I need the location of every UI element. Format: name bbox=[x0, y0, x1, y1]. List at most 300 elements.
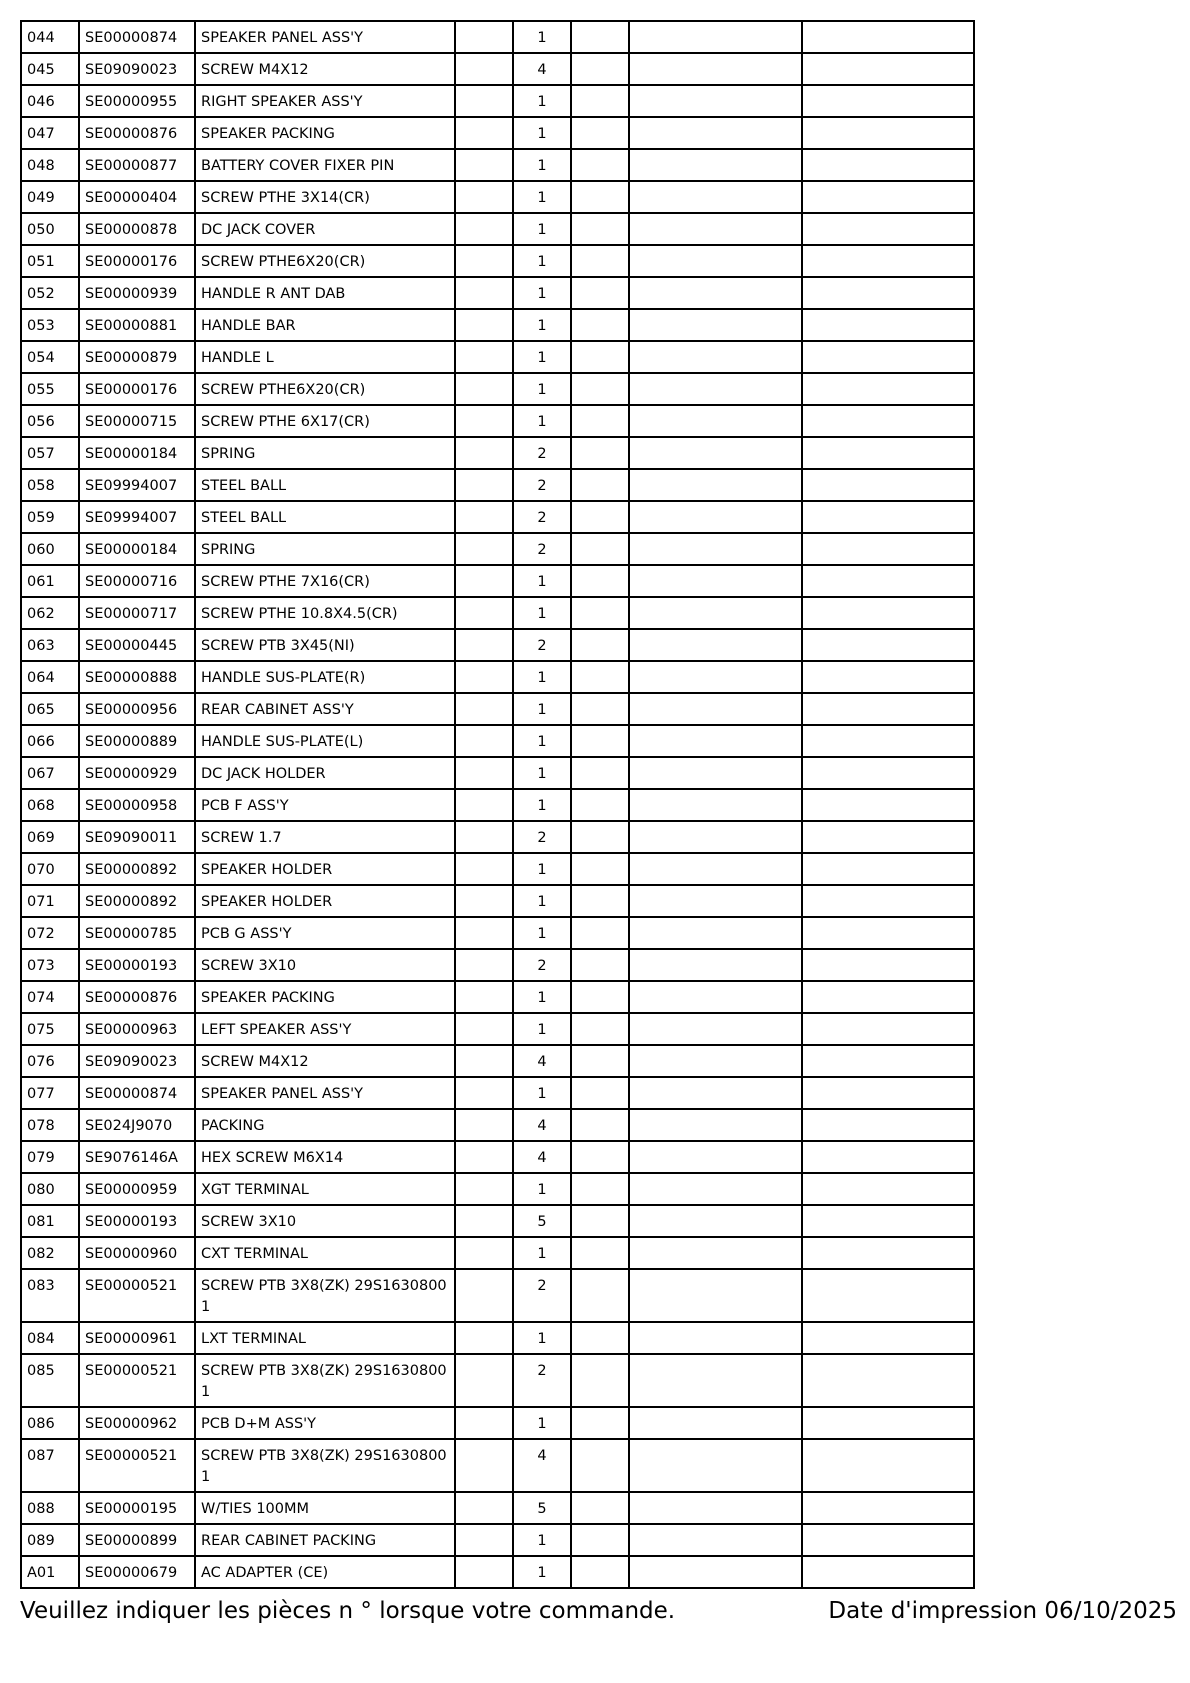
empty-cell bbox=[571, 469, 629, 501]
table-row bbox=[21, 917, 974, 949]
reference-cell: SE00000716 bbox=[79, 565, 195, 597]
part-number-cell: 068 bbox=[21, 789, 79, 821]
reference-cell: SE00000404 bbox=[79, 181, 195, 213]
empty-cell bbox=[571, 501, 629, 533]
part-number-cell: 070 bbox=[21, 853, 79, 885]
description-cell: SCREW PTB 3X8(ZK) 29S1630800 1 bbox=[195, 1269, 455, 1322]
empty-cell bbox=[629, 1322, 802, 1354]
empty-cell bbox=[629, 565, 802, 597]
table-row bbox=[21, 1077, 974, 1109]
empty-cell bbox=[629, 405, 802, 437]
description-cell: PCB G ASS'Y bbox=[195, 917, 455, 949]
reference-cell: SE00000176 bbox=[79, 245, 195, 277]
reference-cell: SE00000888 bbox=[79, 661, 195, 693]
description-cell: SPRING bbox=[195, 437, 455, 469]
description-cell: SPEAKER PANEL ASS'Y bbox=[195, 1077, 455, 1109]
empty-cell bbox=[802, 757, 974, 789]
part-number-cell: 074 bbox=[21, 981, 79, 1013]
empty-cell bbox=[802, 1013, 974, 1045]
empty-cell bbox=[802, 53, 974, 85]
empty-cell bbox=[455, 949, 513, 981]
empty-cell bbox=[455, 21, 513, 53]
description-cell: SCREW PTB 3X8(ZK) 29S1630800 1 bbox=[195, 1439, 455, 1492]
table-row bbox=[21, 1354, 974, 1407]
empty-cell bbox=[802, 789, 974, 821]
empty-cell bbox=[571, 757, 629, 789]
empty-cell bbox=[571, 373, 629, 405]
part-number-cell: 080 bbox=[21, 1173, 79, 1205]
quantity-cell: 1 bbox=[513, 245, 571, 277]
empty-cell bbox=[455, 757, 513, 789]
reference-cell: SE00000521 bbox=[79, 1354, 195, 1407]
empty-cell bbox=[455, 533, 513, 565]
table-row bbox=[21, 245, 974, 277]
empty-cell bbox=[455, 1524, 513, 1556]
description-cell: SCREW PTHE 10.8X4.5(CR) bbox=[195, 597, 455, 629]
description-cell: REAR CABINET PACKING bbox=[195, 1524, 455, 1556]
empty-cell bbox=[629, 53, 802, 85]
empty-cell bbox=[455, 981, 513, 1013]
empty-cell bbox=[455, 469, 513, 501]
empty-cell bbox=[571, 1141, 629, 1173]
quantity-cell: 1 bbox=[513, 1013, 571, 1045]
table-row bbox=[21, 53, 974, 85]
empty-cell bbox=[802, 1109, 974, 1141]
quantity-cell: 2 bbox=[513, 629, 571, 661]
part-number-cell: 062 bbox=[21, 597, 79, 629]
print-date: Date d'impression 06/10/2025 bbox=[828, 1598, 1177, 1624]
quantity-cell: 4 bbox=[513, 53, 571, 85]
table-row bbox=[21, 373, 974, 405]
table-row bbox=[21, 437, 974, 469]
empty-cell bbox=[629, 821, 802, 853]
empty-cell bbox=[571, 1354, 629, 1407]
table-row bbox=[21, 1407, 974, 1439]
empty-cell bbox=[802, 949, 974, 981]
empty-cell bbox=[629, 885, 802, 917]
reference-cell: SE00000785 bbox=[79, 917, 195, 949]
empty-cell bbox=[571, 1013, 629, 1045]
description-cell: SCREW 3X10 bbox=[195, 949, 455, 981]
reference-cell: SE00000878 bbox=[79, 213, 195, 245]
reference-cell: SE9076146A bbox=[79, 1141, 195, 1173]
description-cell: SPEAKER PANEL ASS'Y bbox=[195, 21, 455, 53]
empty-cell bbox=[571, 85, 629, 117]
empty-cell bbox=[629, 149, 802, 181]
order-instruction-note: Veuillez indiquer les pièces n ° lorsque votre commande. bbox=[20, 1598, 676, 1624]
reference-cell: SE09090023 bbox=[79, 1045, 195, 1077]
part-number-cell: 083 bbox=[21, 1269, 79, 1322]
empty-cell bbox=[629, 245, 802, 277]
description-cell: XGT TERMINAL bbox=[195, 1173, 455, 1205]
empty-cell bbox=[571, 1269, 629, 1322]
reference-cell: SE00000521 bbox=[79, 1269, 195, 1322]
empty-cell bbox=[571, 885, 629, 917]
description-cell: LXT TERMINAL bbox=[195, 1322, 455, 1354]
empty-cell bbox=[571, 341, 629, 373]
empty-cell bbox=[802, 437, 974, 469]
empty-cell bbox=[802, 341, 974, 373]
empty-cell bbox=[802, 917, 974, 949]
quantity-cell: 1 bbox=[513, 1556, 571, 1588]
quantity-cell: 1 bbox=[513, 309, 571, 341]
empty-cell bbox=[802, 181, 974, 213]
quantity-cell: 4 bbox=[513, 1045, 571, 1077]
part-number-cell: 084 bbox=[21, 1322, 79, 1354]
part-number-cell: 063 bbox=[21, 629, 79, 661]
reference-cell: SE00000521 bbox=[79, 1439, 195, 1492]
empty-cell bbox=[455, 1492, 513, 1524]
empty-cell bbox=[802, 1524, 974, 1556]
description-cell: SCREW 3X10 bbox=[195, 1205, 455, 1237]
empty-cell bbox=[629, 1173, 802, 1205]
table-row bbox=[21, 533, 974, 565]
empty-cell bbox=[629, 85, 802, 117]
quantity-cell: 4 bbox=[513, 1141, 571, 1173]
description-cell: HANDLE R ANT DAB bbox=[195, 277, 455, 309]
description-cell: STEEL BALL bbox=[195, 469, 455, 501]
reference-cell: SE00000959 bbox=[79, 1173, 195, 1205]
empty-cell bbox=[455, 405, 513, 437]
quantity-cell: 1 bbox=[513, 1407, 571, 1439]
quantity-cell: 2 bbox=[513, 1354, 571, 1407]
quantity-cell: 1 bbox=[513, 405, 571, 437]
reference-cell: SE00000184 bbox=[79, 437, 195, 469]
empty-cell bbox=[571, 309, 629, 341]
empty-cell bbox=[629, 1109, 802, 1141]
empty-cell bbox=[455, 181, 513, 213]
description-cell: LEFT SPEAKER ASS'Y bbox=[195, 1013, 455, 1045]
empty-cell bbox=[629, 437, 802, 469]
quantity-cell: 1 bbox=[513, 661, 571, 693]
quantity-cell: 2 bbox=[513, 501, 571, 533]
quantity-cell: 1 bbox=[513, 373, 571, 405]
description-cell: SCREW PTB 3X45(NI) bbox=[195, 629, 455, 661]
quantity-cell: 1 bbox=[513, 981, 571, 1013]
reference-cell: SE00000955 bbox=[79, 85, 195, 117]
empty-cell bbox=[571, 1205, 629, 1237]
empty-cell bbox=[629, 1077, 802, 1109]
reference-cell: SE00000929 bbox=[79, 757, 195, 789]
part-number-cell: 073 bbox=[21, 949, 79, 981]
empty-cell bbox=[802, 213, 974, 245]
table-row bbox=[21, 949, 974, 981]
description-cell: SCREW PTHE6X20(CR) bbox=[195, 245, 455, 277]
table-row bbox=[21, 213, 974, 245]
empty-cell bbox=[571, 693, 629, 725]
part-number-cell: 052 bbox=[21, 277, 79, 309]
table-row bbox=[21, 629, 974, 661]
quantity-cell: 1 bbox=[513, 1077, 571, 1109]
reference-cell: SE09090023 bbox=[79, 53, 195, 85]
table-row bbox=[21, 149, 974, 181]
quantity-cell: 1 bbox=[513, 149, 571, 181]
reference-cell: SE00000881 bbox=[79, 309, 195, 341]
part-number-cell: 044 bbox=[21, 21, 79, 53]
table-row bbox=[21, 1439, 974, 1492]
empty-cell bbox=[629, 1492, 802, 1524]
quantity-cell: 2 bbox=[513, 949, 571, 981]
empty-cell bbox=[629, 981, 802, 1013]
empty-cell bbox=[455, 917, 513, 949]
empty-cell bbox=[455, 85, 513, 117]
empty-cell bbox=[455, 693, 513, 725]
table-row bbox=[21, 1237, 974, 1269]
table-row bbox=[21, 1173, 974, 1205]
empty-cell bbox=[629, 533, 802, 565]
table-row bbox=[21, 1141, 974, 1173]
empty-cell bbox=[571, 21, 629, 53]
empty-cell bbox=[455, 1077, 513, 1109]
empty-cell bbox=[571, 53, 629, 85]
reference-cell: SE00000899 bbox=[79, 1524, 195, 1556]
empty-cell bbox=[455, 1237, 513, 1269]
reference-cell: SE00000958 bbox=[79, 789, 195, 821]
empty-cell bbox=[455, 1439, 513, 1492]
part-number-cell: 082 bbox=[21, 1237, 79, 1269]
description-cell: DC JACK COVER bbox=[195, 213, 455, 245]
part-number-cell: 056 bbox=[21, 405, 79, 437]
description-cell: SCREW M4X12 bbox=[195, 1045, 455, 1077]
reference-cell: SE00000874 bbox=[79, 21, 195, 53]
part-number-cell: 046 bbox=[21, 85, 79, 117]
table-row bbox=[21, 757, 974, 789]
empty-cell bbox=[802, 1439, 974, 1492]
empty-cell bbox=[629, 1407, 802, 1439]
empty-cell bbox=[455, 1141, 513, 1173]
part-number-cell: 078 bbox=[21, 1109, 79, 1141]
description-cell: SCREW PTHE6X20(CR) bbox=[195, 373, 455, 405]
quantity-cell: 1 bbox=[513, 117, 571, 149]
part-number-cell: 081 bbox=[21, 1205, 79, 1237]
quantity-cell: 1 bbox=[513, 341, 571, 373]
table-row bbox=[21, 309, 974, 341]
empty-cell bbox=[571, 1077, 629, 1109]
empty-cell bbox=[629, 1141, 802, 1173]
empty-cell bbox=[629, 1205, 802, 1237]
empty-cell bbox=[802, 821, 974, 853]
empty-cell bbox=[802, 85, 974, 117]
empty-cell bbox=[571, 629, 629, 661]
empty-cell bbox=[455, 565, 513, 597]
empty-cell bbox=[802, 1407, 974, 1439]
empty-cell bbox=[802, 725, 974, 757]
quantity-cell: 4 bbox=[513, 1439, 571, 1492]
empty-cell bbox=[802, 373, 974, 405]
empty-cell bbox=[455, 661, 513, 693]
table-row bbox=[21, 85, 974, 117]
empty-cell bbox=[571, 149, 629, 181]
reference-cell: SE00000961 bbox=[79, 1322, 195, 1354]
part-number-cell: 076 bbox=[21, 1045, 79, 1077]
quantity-cell: 1 bbox=[513, 1524, 571, 1556]
empty-cell bbox=[455, 309, 513, 341]
description-cell: REAR CABINET ASS'Y bbox=[195, 693, 455, 725]
table-row bbox=[21, 597, 974, 629]
part-number-cell: 086 bbox=[21, 1407, 79, 1439]
quantity-cell: 1 bbox=[513, 693, 571, 725]
table-row bbox=[21, 821, 974, 853]
empty-cell bbox=[802, 629, 974, 661]
part-number-cell: 053 bbox=[21, 309, 79, 341]
part-number-cell: 077 bbox=[21, 1077, 79, 1109]
part-number-cell: 061 bbox=[21, 565, 79, 597]
empty-cell bbox=[629, 1354, 802, 1407]
table-row bbox=[21, 341, 974, 373]
empty-cell bbox=[629, 629, 802, 661]
reference-cell: SE00000956 bbox=[79, 693, 195, 725]
reference-cell: SE00000960 bbox=[79, 1237, 195, 1269]
description-cell: SCREW 1.7 bbox=[195, 821, 455, 853]
empty-cell bbox=[455, 1556, 513, 1588]
quantity-cell: 1 bbox=[513, 597, 571, 629]
table-row bbox=[21, 277, 974, 309]
empty-cell bbox=[629, 597, 802, 629]
reference-cell: SE09994007 bbox=[79, 501, 195, 533]
empty-cell bbox=[629, 757, 802, 789]
empty-cell bbox=[571, 1173, 629, 1205]
parts-table-body bbox=[21, 21, 974, 1588]
empty-cell bbox=[802, 245, 974, 277]
empty-cell bbox=[455, 437, 513, 469]
quantity-cell: 1 bbox=[513, 917, 571, 949]
description-cell: PACKING bbox=[195, 1109, 455, 1141]
table-row bbox=[21, 1556, 974, 1588]
empty-cell bbox=[802, 533, 974, 565]
description-cell: STEEL BALL bbox=[195, 501, 455, 533]
quantity-cell: 1 bbox=[513, 1237, 571, 1269]
empty-cell bbox=[629, 1045, 802, 1077]
table-row bbox=[21, 885, 974, 917]
empty-cell bbox=[455, 245, 513, 277]
empty-cell bbox=[802, 1354, 974, 1407]
reference-cell: SE00000679 bbox=[79, 1556, 195, 1588]
description-cell: BATTERY COVER FIXER PIN bbox=[195, 149, 455, 181]
part-number-cell: 048 bbox=[21, 149, 79, 181]
empty-cell bbox=[571, 949, 629, 981]
part-number-cell: 072 bbox=[21, 917, 79, 949]
empty-cell bbox=[571, 1237, 629, 1269]
empty-cell bbox=[571, 533, 629, 565]
table-row bbox=[21, 1322, 974, 1354]
part-number-cell: 067 bbox=[21, 757, 79, 789]
empty-cell bbox=[455, 629, 513, 661]
quantity-cell: 1 bbox=[513, 565, 571, 597]
part-number-cell: 051 bbox=[21, 245, 79, 277]
quantity-cell: 2 bbox=[513, 533, 571, 565]
empty-cell bbox=[629, 693, 802, 725]
empty-cell bbox=[455, 1205, 513, 1237]
table-row bbox=[21, 1269, 974, 1322]
part-number-cell: 058 bbox=[21, 469, 79, 501]
empty-cell bbox=[571, 245, 629, 277]
empty-cell bbox=[571, 1439, 629, 1492]
table-row bbox=[21, 117, 974, 149]
quantity-cell: 2 bbox=[513, 437, 571, 469]
part-number-cell: 065 bbox=[21, 693, 79, 725]
reference-cell: SE00000939 bbox=[79, 277, 195, 309]
empty-cell bbox=[455, 149, 513, 181]
part-number-cell: 059 bbox=[21, 501, 79, 533]
description-cell: W/TIES 100MM bbox=[195, 1492, 455, 1524]
part-number-cell: 050 bbox=[21, 213, 79, 245]
empty-cell bbox=[802, 1269, 974, 1322]
empty-cell bbox=[571, 565, 629, 597]
reference-cell: SE00000962 bbox=[79, 1407, 195, 1439]
parts-table bbox=[20, 20, 975, 1589]
empty-cell bbox=[571, 1492, 629, 1524]
reference-cell: SE09090011 bbox=[79, 821, 195, 853]
description-cell: SCREW PTHE 7X16(CR) bbox=[195, 565, 455, 597]
table-row bbox=[21, 725, 974, 757]
empty-cell bbox=[802, 405, 974, 437]
table-row bbox=[21, 1109, 974, 1141]
quantity-cell: 2 bbox=[513, 821, 571, 853]
table-row bbox=[21, 1492, 974, 1524]
empty-cell bbox=[455, 725, 513, 757]
empty-cell bbox=[455, 821, 513, 853]
description-cell: SCREW PTB 3X8(ZK) 29S1630800 1 bbox=[195, 1354, 455, 1407]
empty-cell bbox=[802, 693, 974, 725]
description-cell: HANDLE SUS-PLATE(L) bbox=[195, 725, 455, 757]
table-row bbox=[21, 405, 974, 437]
empty-cell bbox=[629, 181, 802, 213]
empty-cell bbox=[802, 277, 974, 309]
quantity-cell: 5 bbox=[513, 1492, 571, 1524]
empty-cell bbox=[629, 949, 802, 981]
quantity-cell: 1 bbox=[513, 85, 571, 117]
empty-cell bbox=[802, 1077, 974, 1109]
part-number-cell: 049 bbox=[21, 181, 79, 213]
empty-cell bbox=[455, 1013, 513, 1045]
description-cell: SCREW PTHE 3X14(CR) bbox=[195, 181, 455, 213]
quantity-cell: 1 bbox=[513, 725, 571, 757]
empty-cell bbox=[571, 1045, 629, 1077]
empty-cell bbox=[571, 1524, 629, 1556]
empty-cell bbox=[571, 1556, 629, 1588]
part-number-cell: 089 bbox=[21, 1524, 79, 1556]
empty-cell bbox=[629, 1439, 802, 1492]
reference-cell: SE00000184 bbox=[79, 533, 195, 565]
empty-cell bbox=[629, 117, 802, 149]
table-row bbox=[21, 565, 974, 597]
part-number-cell: A01 bbox=[21, 1556, 79, 1588]
description-cell: SCREW M4X12 bbox=[195, 53, 455, 85]
empty-cell bbox=[629, 213, 802, 245]
empty-cell bbox=[571, 1322, 629, 1354]
empty-cell bbox=[455, 501, 513, 533]
description-cell: PCB D+M ASS'Y bbox=[195, 1407, 455, 1439]
empty-cell bbox=[571, 277, 629, 309]
empty-cell bbox=[802, 885, 974, 917]
empty-cell bbox=[802, 149, 974, 181]
empty-cell bbox=[629, 1013, 802, 1045]
quantity-cell: 1 bbox=[513, 1173, 571, 1205]
quantity-cell: 1 bbox=[513, 277, 571, 309]
table-row bbox=[21, 501, 974, 533]
empty-cell bbox=[455, 373, 513, 405]
reference-cell: SE00000874 bbox=[79, 1077, 195, 1109]
quantity-cell: 1 bbox=[513, 789, 571, 821]
table-row bbox=[21, 469, 974, 501]
empty-cell bbox=[802, 1173, 974, 1205]
quantity-cell: 1 bbox=[513, 181, 571, 213]
reference-cell: SE00000176 bbox=[79, 373, 195, 405]
part-number-cell: 088 bbox=[21, 1492, 79, 1524]
empty-cell bbox=[802, 1322, 974, 1354]
reference-cell: SE00000876 bbox=[79, 117, 195, 149]
empty-cell bbox=[571, 821, 629, 853]
